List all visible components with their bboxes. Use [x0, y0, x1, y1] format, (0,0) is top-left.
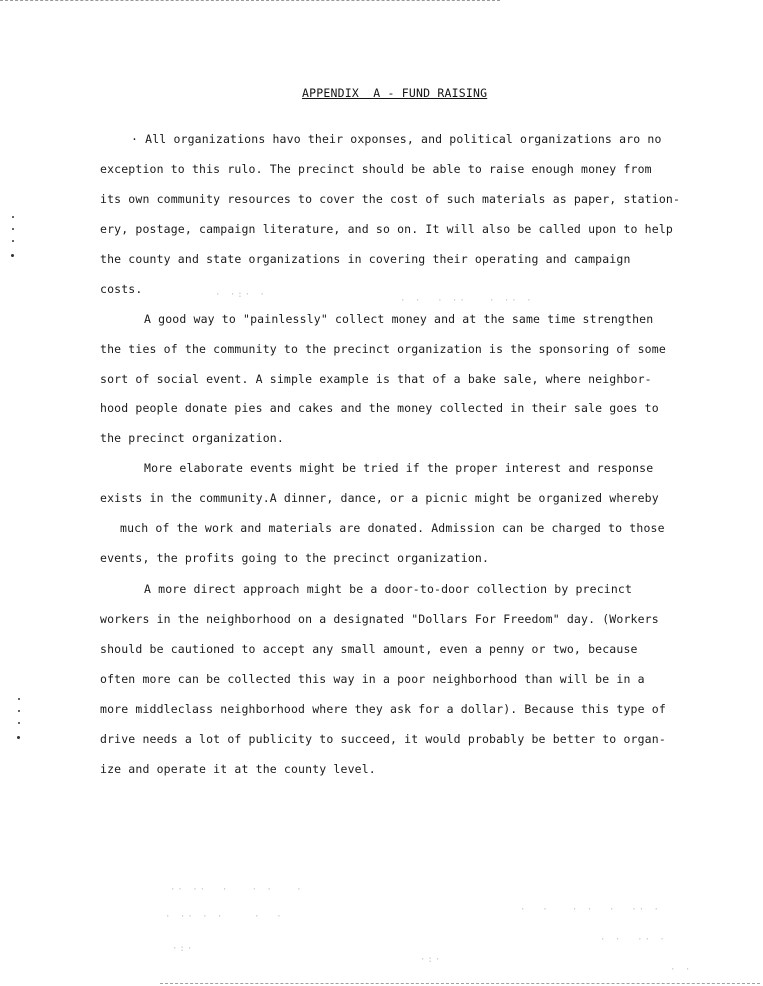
margin-tick — [18, 698, 20, 700]
margin-dot — [11, 254, 14, 257]
text-line: the county and state organizations in covering their operating and campaign — [100, 252, 631, 266]
text-line: A good way to "painlessly" collect money and at the same time strengthen — [144, 312, 654, 326]
speckle: · · — [670, 965, 693, 975]
text-line: ize and operate it at the county level. — [100, 762, 376, 776]
margin-tick — [12, 240, 14, 242]
text-line: exists in the community.A dinner, dance, or a picnic might be organized whereby — [100, 491, 659, 505]
margin-tick — [12, 216, 14, 218]
speckle: ·:· — [172, 944, 195, 954]
text-line: often more can be collected this way in a poor neighborhood than will be in a — [100, 672, 645, 686]
text-line: should be cautioned to accept any small amount, even a penny or two, because — [100, 642, 638, 656]
text-line: costs. — [100, 282, 143, 296]
margin-dot — [17, 736, 20, 739]
speckle: · · · ·· · ·· · — [400, 296, 534, 306]
speckle: · ·· · · · · — [165, 912, 284, 922]
text-line: hood people donate pies and cakes and the money collected in their sale goes to — [100, 401, 659, 415]
text-line: events, the profits going to the precinct organization. — [100, 551, 490, 565]
margin-tick — [18, 722, 20, 724]
text-line: · All organizations havo their oxponses, and political organizations aro no — [131, 132, 662, 146]
text-line: drive needs a lot of publicity to succeed, it would probably be better to organ- — [100, 732, 666, 746]
page-title: APPENDIX A - FUND RAISING — [302, 86, 488, 100]
speckle: · ·:· · — [215, 290, 267, 300]
text-line: sort of social event. A simple example is that of a bake sale, where neighbor- — [100, 372, 652, 386]
top-edge-dashes — [0, 0, 500, 3]
speckle: · · · · · ·· · — [520, 905, 661, 915]
speckle: · · ·· · — [600, 935, 667, 945]
text-line: exception to this rulo. The precinct should be able to raise enough money from — [100, 162, 652, 176]
text-line: its own community resources to cover the cost of such materials as paper, station- — [100, 192, 681, 206]
text-line: the ties of the community to the precinct organization is the sponsoring of some — [100, 342, 666, 356]
margin-tick — [18, 710, 20, 712]
text-line: A more direct approach might be a door-to-door collection by precinct — [144, 582, 633, 596]
speckle: ·· ·· · · · · — [170, 885, 304, 895]
text-line: ery, postage, campaign literature, and so on. It will also be called upon to help — [100, 222, 673, 236]
text-line: much of the work and materials are donated. Admission can be charged to those — [120, 521, 665, 535]
text-line: More elaborate events might be tried if the proper interest and response — [144, 461, 654, 475]
margin-tick — [12, 228, 14, 230]
text-line: more middleclass neighborhood where they ask for a dollar). Because this type of — [100, 702, 666, 716]
text-line: the precinct organization. — [100, 431, 284, 445]
text-line: workers in the neighborhood on a designated "Dollars For Freedom" day. (Workers — [100, 612, 659, 626]
speckle: ·:· — [420, 955, 443, 965]
bottom-edge-dashes — [160, 983, 760, 985]
